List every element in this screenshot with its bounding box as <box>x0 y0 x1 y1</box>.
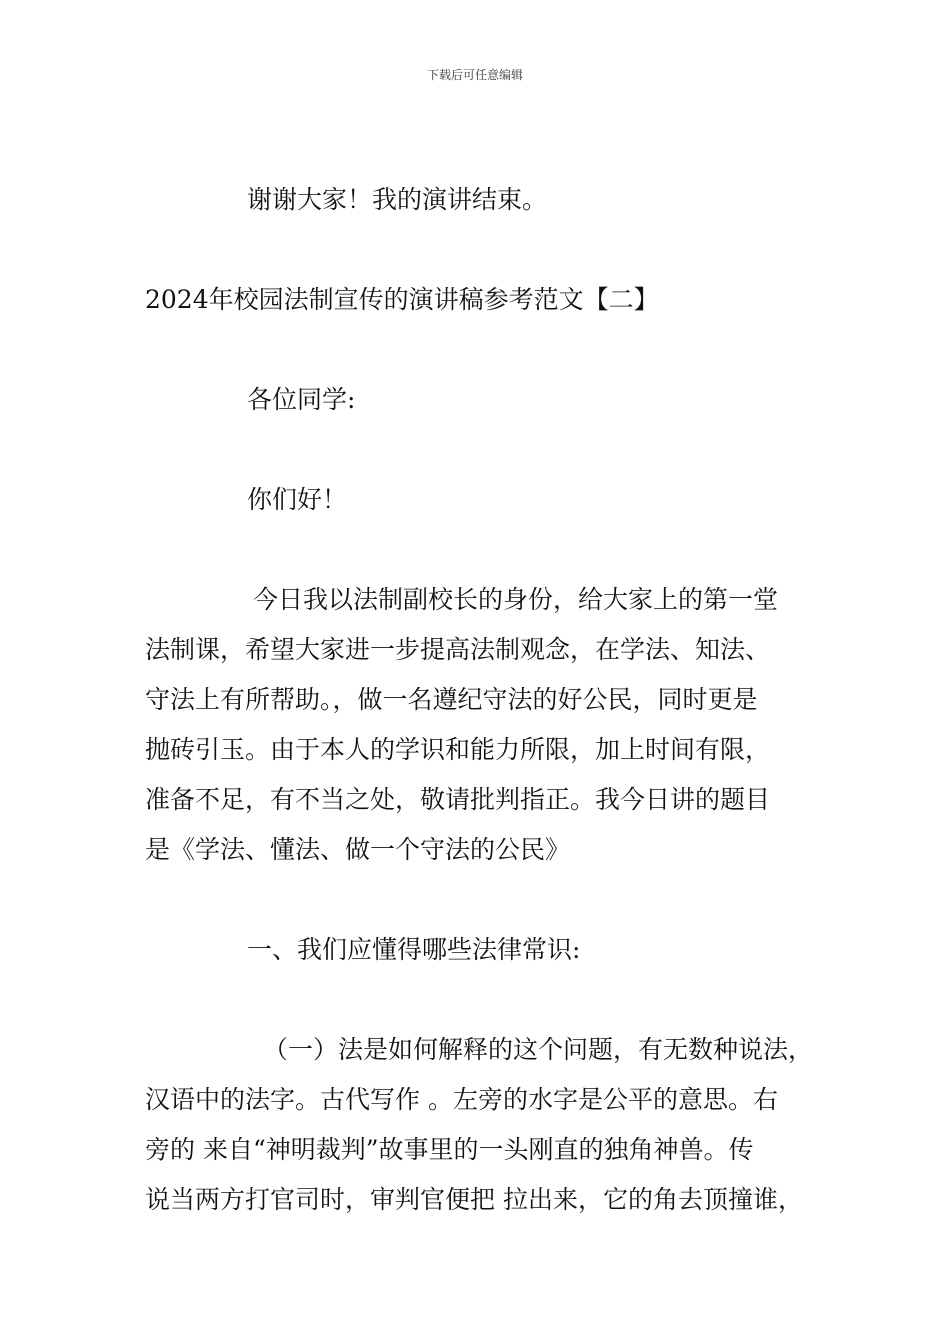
paragraph-line: （一）法是如何解释的这个问题，有无数种说法， <box>263 1035 814 1064</box>
paragraph-line: 抛砖引玉。由于本人的学识和能力所限，加上时间有限， <box>145 735 771 764</box>
greeting: 你们好！ <box>247 485 348 514</box>
salutation: 各位同学: <box>247 385 356 414</box>
section-heading: 一、我们应懂得哪些法律常识: <box>247 935 581 964</box>
paragraph-line: 守法上有所帮助。，做一名遵纪守法的好公民，同时更是 <box>145 685 758 714</box>
paragraph-line: 法制课，希望大家进一步提高法制观念，在学法、知法、 <box>145 635 771 664</box>
paragraph-line: 说当两方打官司时，审判官便把 拉出来，它的角去顶撞谁， <box>145 1185 803 1214</box>
paragraph-line: 是《学法、懂法、做一个守法的公民》 <box>145 835 571 864</box>
paragraph-line: 旁的 来自“神明裁判”故事里的一头刚直的独角神兽。传 <box>145 1135 754 1164</box>
paragraph-line: 汉语中的法字。古代写作 。左旁的水字是公平的意思。右 <box>145 1085 778 1114</box>
paragraph-line: 准备不足，有不当之处，敬请批判指正。我今日讲的题目 <box>145 785 771 814</box>
paragraph-line: 今日我以法制副校长的身份，给大家上的第一堂 <box>253 585 779 614</box>
closing-line: 谢谢大家！我的演讲结束。 <box>247 185 548 214</box>
page-header-note: 下载后可任意编辑 <box>426 68 523 82</box>
document-title: 2024年校园法制宣传的演讲稿参考范文【二】 <box>145 285 659 314</box>
